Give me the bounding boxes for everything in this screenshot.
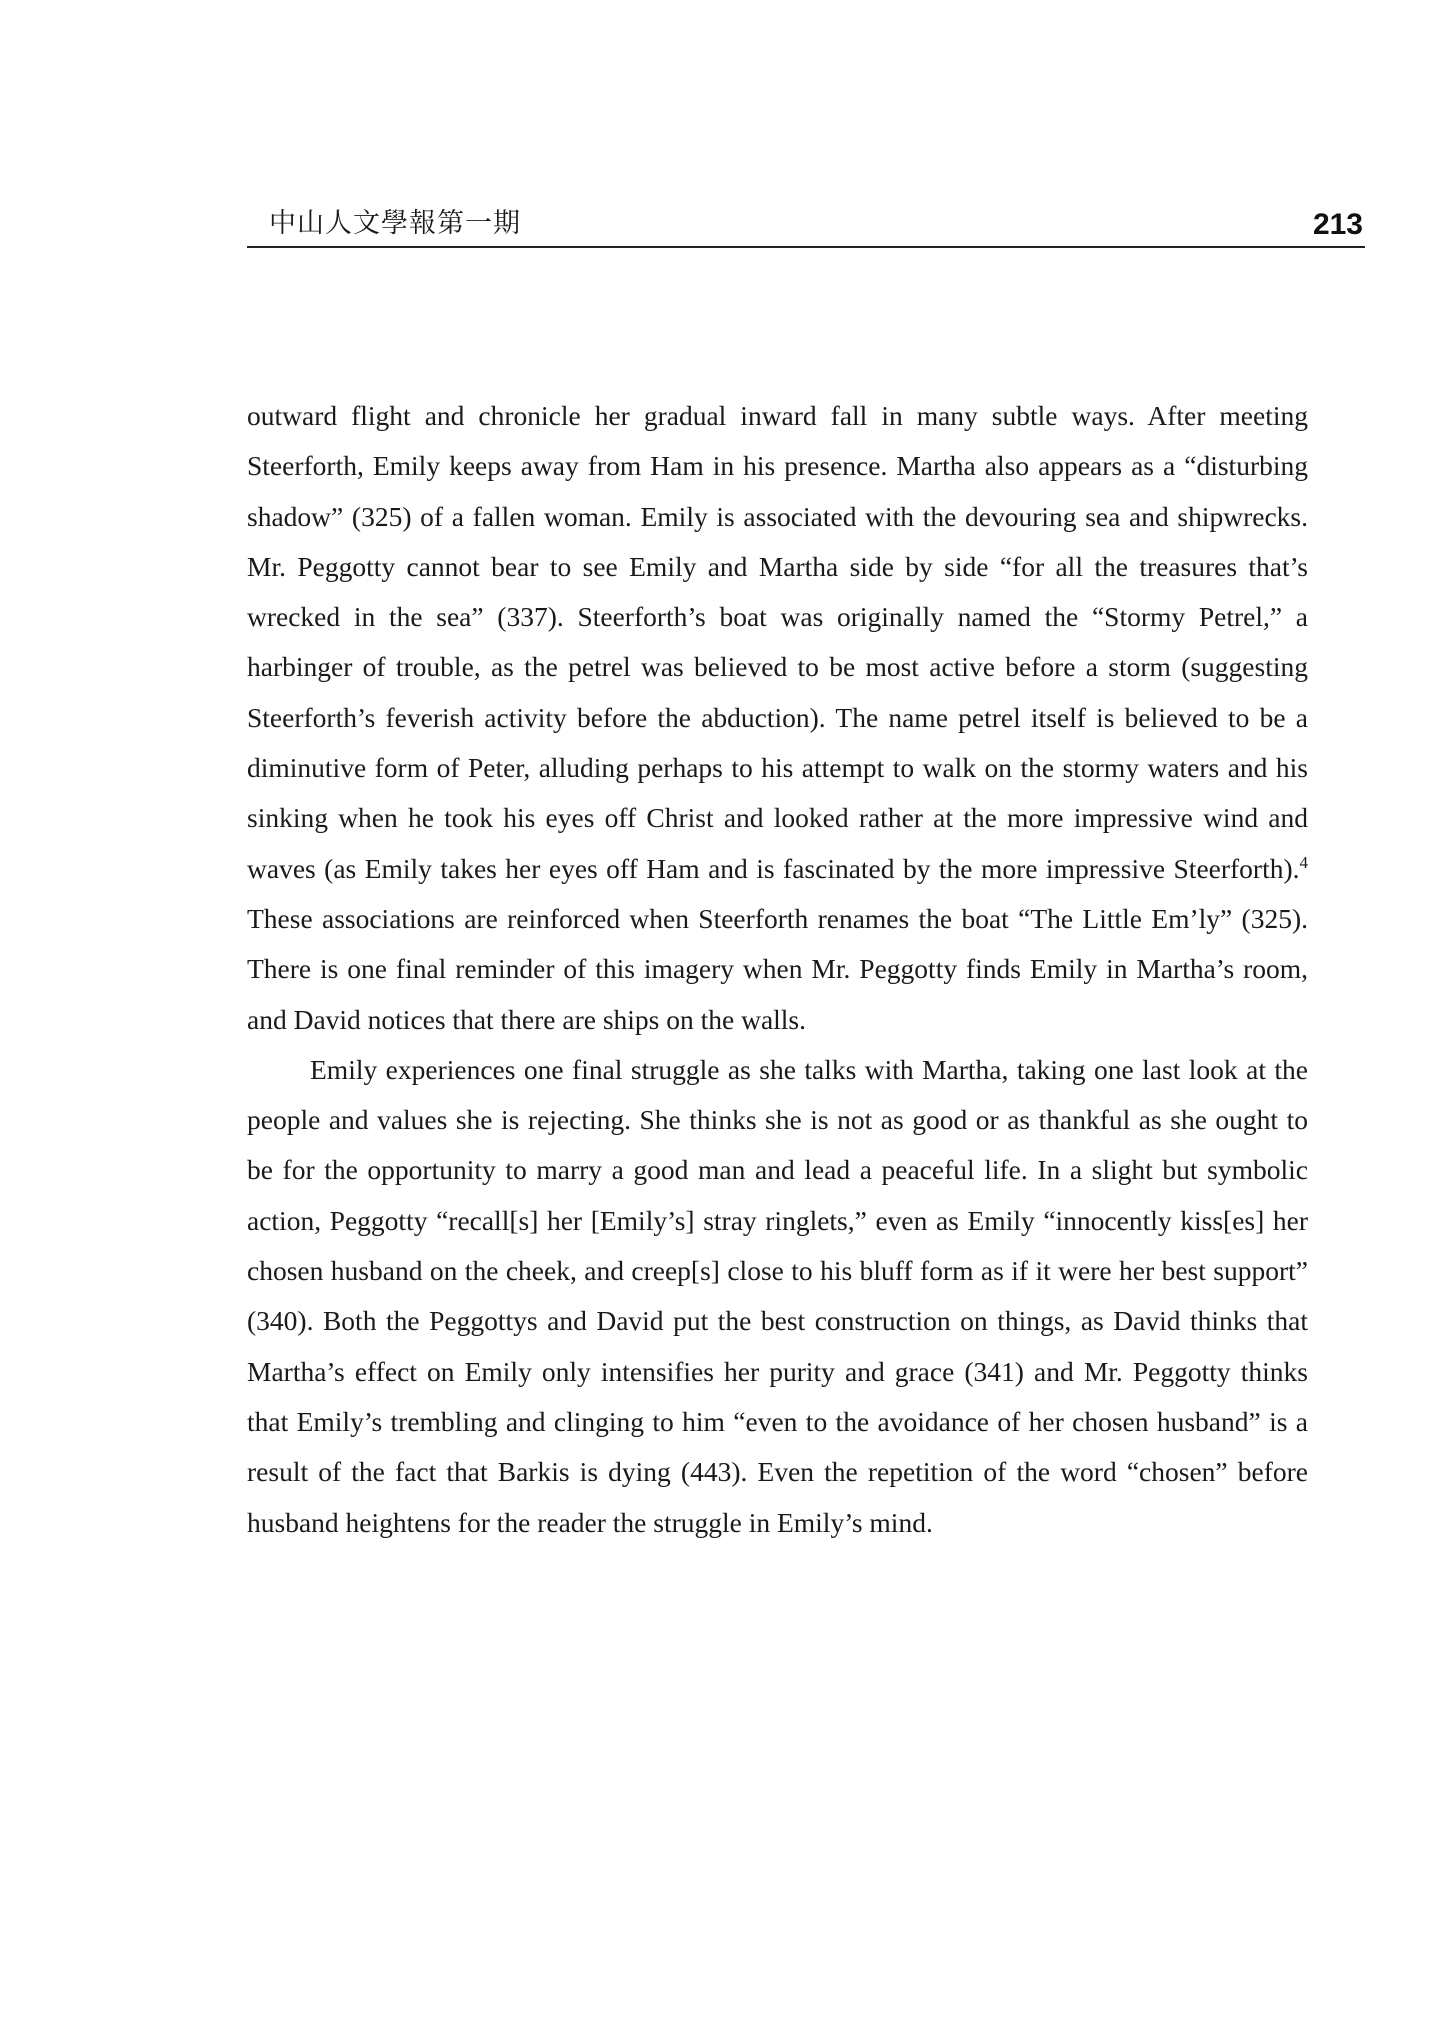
journal-title: 中山人文學報第一期 bbox=[269, 208, 521, 239]
body-text bbox=[247, 391, 1308, 1548]
running-header bbox=[247, 200, 1365, 248]
paragraph-1-text: outward flight and chronicle her gradual inward fall in many subtle ways. After meeting Steerforth, Emily keeps away from Ham in his presence. Martha also appears as a “disturbing shadow” (325) of a fallen woman. Emily is associated with the devouring sea and shipwrecks. Mr. Peggotty cannot bear to see Emily and Martha side by side “for all the treasures that’s wrecked in the sea” (337). Steerforth’s boat was originally named the “Stormy Petrel,” a harbinger of trouble, as the petrel was believed to be most active before a storm (suggesting Steerforth’s feverish activity before the abduction). The name petrel itself is believed to be a diminutive form of Peter, alluding perhaps to his attempt to walk on the stormy waters and his sinking when he took his eyes off Christ and looked rather at the more impressive wind and waves (as Emily takes her eyes off Ham and is fascinated by the more impressive Steerforth). bbox=[247, 400, 1308, 884]
paragraph-2-text: Emily experiences one final struggle as she talks with Martha, taking one last look at the people and values she is rejecting. She thinks she is not as good or as thankful as she ought to be for the opportunity to marry a good man and lead a peaceful life. In a slight but symbolic action, Peggotty “recall[s] her [Emily’s] stray ringlets,” even as Emily “innocently kiss[es] her chosen husband on the cheek, and creep[s] close to his bluff form as if it were her best support” (340). Both the Peggottys and David put the best construction on things, as David thinks that Martha’s effect on Emily only intensifies her purity and grace (341) and Mr. Peggotty thinks that Emily’s trembling and clinging to him “even to the avoidance of her chosen husband” is a result of the fact that Barkis is dying (443). Even the repetition of the word “chosen” before husband heightens for the reader the struggle in Emily’s mind. bbox=[247, 1053, 1308, 1538]
paragraph-1-text-continued: These associations are reinforced when Steerforth renames the boat “The Little Em’ly” (325). There is one final reminder of this imagery when Mr. Peggotty finds Emily in Martha’s room, and David notices that there are ships on the walls. bbox=[247, 902, 1308, 1035]
paragraph-1 bbox=[247, 391, 1308, 1045]
page-number: 213 bbox=[1312, 208, 1363, 241]
footnote-marker: 4 bbox=[1299, 852, 1308, 872]
paragraph-2 bbox=[247, 1045, 1308, 1548]
